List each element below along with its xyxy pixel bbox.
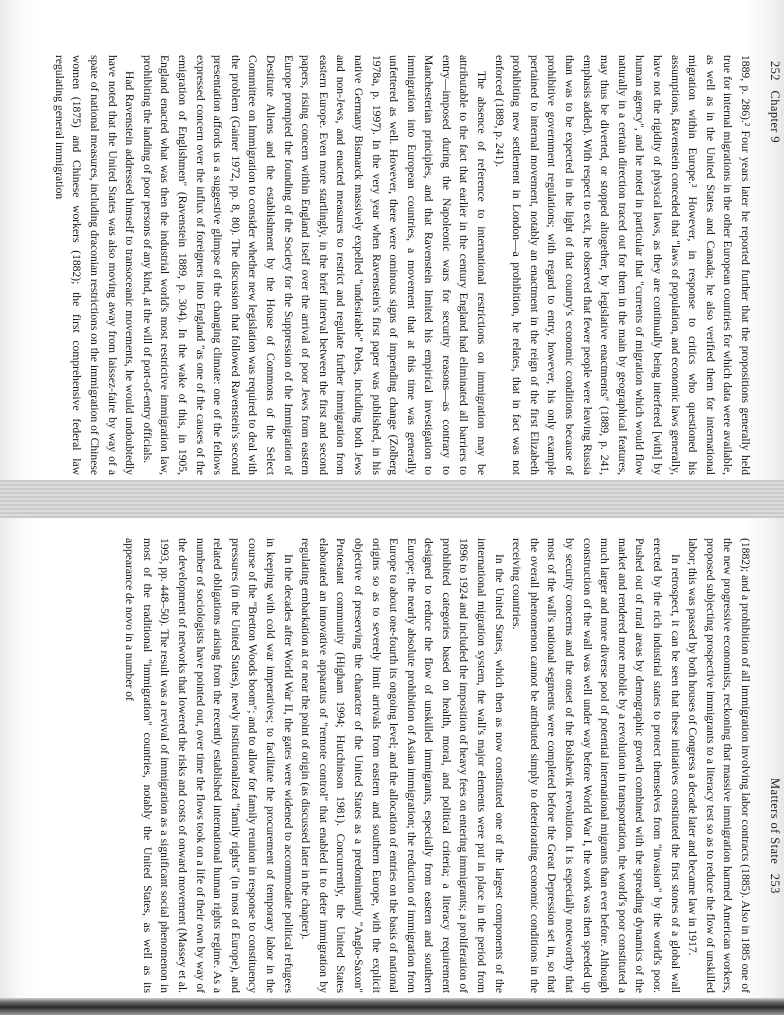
right-page-number: 253 xyxy=(768,873,782,894)
right-paragraph: In the decades after World War II, the gates were widened to accommodate political refugees in keeping with cold war imperatives; to facilitate the procurement of temporary labor in the course of the "Bretton Woods boom"; and to allow for family reunion in response to constituency pressures (in the United States), newly institutionalized "family rights" (in most of Europe), and related obligations arising from the recently established international human rights regime. As a number of sociologists have pointed out, over time the flows took on a life of their own by way of the development of networks that lowered the risks and costs of onward movement (Massey et al. 1993, pp. 448–50). The result was a revival of immigration as a significant social phenomenon in most of the traditional "immigration" countries, notably the United States, as well as its appearance de novo in a number of xyxy=(123,538,295,993)
left-text-block xyxy=(50,55,754,475)
left-paragraph: Had Ravenstein addressed himself to transoceanic movements, he would undoubtedly have noted that the United States was also moving away from laissez-faire by way of a spate of national measures, including draconian restrictions on the immigration of Chinese women (1875) and Chinese workers (1882); the first comprehensive federal law regulating general immigration xyxy=(52,55,137,475)
book-gutter xyxy=(0,480,784,518)
left-paragraph: The absence of reference to international restrictions on immigration may be attributable to the fact that earlier in the century England had eliminated all barriers to entry—imposed during the Napoleonic wars for security reasons—as contrary to Manchesterian principles, and that Ravenstein limited his empirical investigation to immigration into European countries, a movement that at this time was generally unfettered as well. However, there were ominous signs of impending change (Zolberg 1978a, p. 1997). In the very year when Ravenstein's first paper was published, in his native Germany Bismarck massively expelled "undesirable" Poles, including both Jews and non-Jews, and enacted measures to restrict and regulate further immigration from eastern Europe. Even more startlingly, in the brief interval between the first and second papers, rising concern within England itself over the arrival of poor Jews from eastern Europe prompted the founding of the Society for the Suppression of the Immigration of Destitute Aliens and the establishment by the House of Commons of the Select Committee on Immigration to consider whether new legislation was required to deal with the problem (Gainer 1972, pp. 8, 80). The discussion that followed Ravenstein's second presentation affords us a suggestive glimpse of the changing climate: one of the fellows expressed concern over the influx of foreigners into England "as one of the causes of the emigration of Englishmen" (Ravenstein 1889, p. 304). In the wake of this, in 1905, England enacted what was then the industrial world's most restrictive immigration law, prohibiting the landing of poor persons of any kind, at the will of port-of-entry officials. xyxy=(140,55,489,475)
right-paragraph: In retrospect, it can be seen that these initiatives constituted the first stones of a global wall erected by the rich industrial states to protect themselves from "invasion" by the world's poor. Pushed out of rural areas by demographic growth combined with the spreading dynamics of the market and rendered more mobile by a revolution in transportation, the world's poor constituted a much larger and more diverse pool of potential international migrants than ever before. Although construction of the wall was well under way before World War I, the work was then speeded up by security concerns and the onset of the Bolshevik revolution. It is especially noteworthy that most of the wall's national segments were completed before the Great Depression set in, so that the overall phenomenon cannot be attributed simply to deteriorating economic conditions in the receiving countries. xyxy=(510,538,682,993)
right-paragraph: In the United States, which then as now constituted one of the largest components of the international migration system, the wall's major elements were put in place in the period from 1896 to 1924 and included the imposition of heavy fees on entering immigrants; a proliferation of prohibited categories based on health, moral, and political criteria; a literacy requirement designed to reduce the flow of unskilled immigrants, especially from eastern and southern Europe; the nearly absolute prohibition of Asian immigration; the reduction of immigration from Europe to about one-fourth its ongoing level; and the allocation of entries on the basis of national origins so as to severely limit arrivals from eastern and southern Europe, with the explicit objective of preserving the character of the United States as a predominantly "Anglo-Saxon" Protestant community (Higham 1994; Hutchinson 1981). Concurrently, the United States elaborated an innovative apparatus of "remote control" that enabled it to deter immigration by regulating embarkation at or near the point of origin (as discussed later in the chapter). xyxy=(299,538,506,993)
right-text-block xyxy=(121,538,754,993)
right-running-head xyxy=(767,778,782,900)
left-chapter-label: Chapter 9 xyxy=(768,90,782,144)
left-page xyxy=(0,0,784,480)
right-title-label: Matters of State xyxy=(768,778,782,865)
scanner-edge xyxy=(0,998,784,1015)
right-paragraph: (1882); and a prohibition of all immigration involving labor contracts (1885). Also in 1885 one of the new progressive economists, reckoning that massive immigration harmed American workers, proposed subjecting prospective immigrants to a literacy test so as to reduce the flow of unskilled labor; this was passed by both houses of Congress a decade later and became law in 1917. xyxy=(686,538,752,993)
left-page-number: 252 xyxy=(768,61,782,81)
right-page xyxy=(0,518,784,1015)
left-running-head xyxy=(767,55,782,143)
left-paragraph: 1889, p. 286).² Four years later he reported further that the propositions generally held true for internal migrations in the other European countries for which data were available, as well as in the United States and Canada; he also verified them for international migration within Europe.³ However, in response to critics who questioned his assumptions, Ravenstein conceded that "laws of population, and economic laws generally, have not the rigidity of physical laws, as they are continually being interfered [with] by human agency", and he noted in particular that "currents of migration which would flow naturally in a certain direction traced out for them in the main by geographical features, may thus be diverted, or stopped altogether, by legislative enactments" (1889, p. 241, emphasis added). With respect to exit, he observed that fewer people were leaving Russia than was to be expected in the light of that country's economic conditions because of prohibitive government regulations; with regard to entry, however, his only example pertained to internal movement, notably an enactment in the reign of the first Elizabeth prohibiting new settlement in London—a prohibition, he relates, that in fact was not enforced (1889, p. 241). xyxy=(492,55,752,475)
